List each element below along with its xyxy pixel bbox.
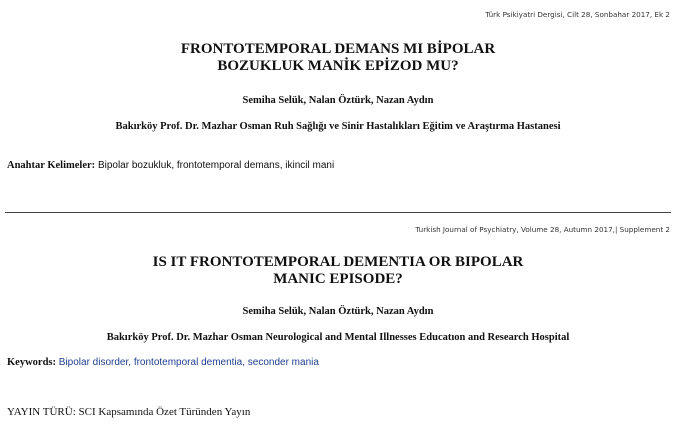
keywords-label-turkish: Anahtar Kelimeler:	[7, 160, 96, 171]
authors-turkish: Semiha Selük, Nalan Öztürk, Nazan Aydın	[242, 95, 434, 106]
affiliation-english: Bakırköy Prof. Dr. Mazhar Osman Neurological and Mental Illnesses Educatıon and Research Hospital	[106, 332, 570, 343]
title-turkish-line-1: FRONTOTEMPORAL DEMANS MI BİPOLAR	[180, 41, 496, 57]
keywords-value-english: Bipolar disorder, frontotemporal dementia, seconder mania	[56, 357, 319, 368]
affiliation-turkish: Bakırköy Prof. Dr. Mazhar Osman Ruh Sağlığı ve Sinir Hastalıkları Eğitim ve Araştırma Hastanesi	[115, 121, 561, 132]
section-divider	[5, 212, 671, 213]
keywords-turkish	[7, 160, 334, 171]
publication-type: YAYIN TÜRÜ: SCI Kapsamında Özet Türünden Yayın	[7, 406, 251, 418]
keywords-label-english: Keywords:	[7, 357, 56, 368]
keywords-value-turkish: Bipolar bozukluk, frontotemporal demans, ikincil mani	[95, 160, 335, 171]
journal-line-english: Turkish Journal of Psychiatry, Volume 28, Autumn 2017,| Supplement 2	[415, 225, 670, 234]
keywords-english	[7, 357, 319, 368]
journal-line-turkish: Türk Psikiyatri Dergisi, Cilt 28, Sonbahar 2017, Ek 2	[485, 10, 670, 19]
title-english-line-2: MANIC EPISODE?	[273, 271, 403, 287]
title-english-line-1: IS IT FRONTOTEMPORAL DEMENTIA OR BIPOLAR	[152, 254, 524, 270]
title-turkish-line-2: BOZUKLUK MANİK EPİZOD MU?	[217, 58, 459, 74]
authors-english: Semiha Selük, Nalan Öztürk, Nazan Aydın	[242, 306, 434, 317]
